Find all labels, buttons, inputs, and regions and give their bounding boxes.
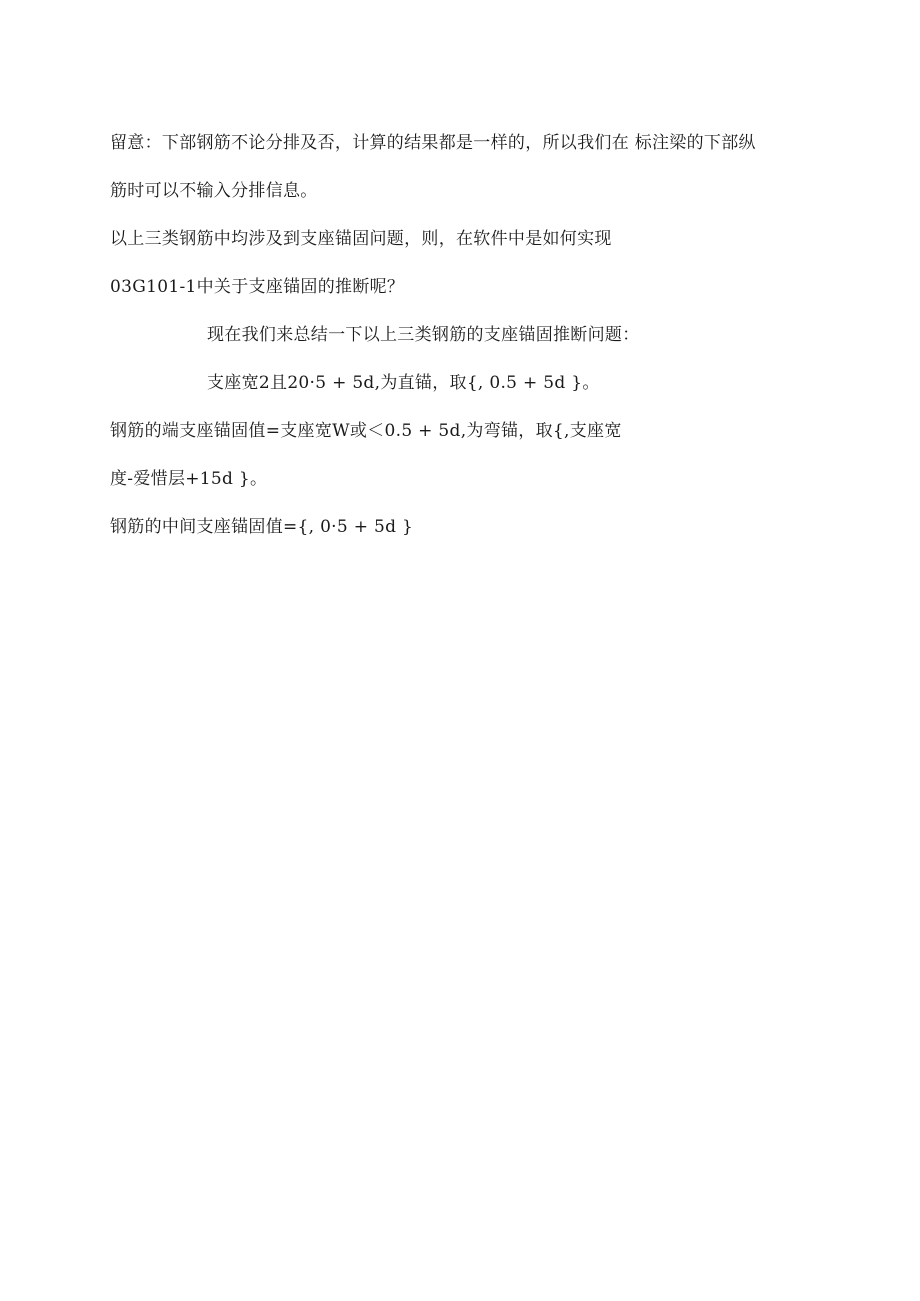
paragraph-line: 留意：下部钢筋不论分排及否，计算的结果都是一样的，所以我们在 标注梁的下部纵 (110, 133, 756, 153)
paragraph-line: 现在我们来总结一下以上三类钢筋的支座锚固推断问题： (207, 325, 640, 345)
paragraph-line: 筋时可以不输入分排信息。 (110, 181, 318, 201)
paragraph-line: 03G101-1中关于支座锚固的推断呢？ (110, 277, 405, 297)
paragraph-line: 度-爱惜层+15d }。 (110, 469, 268, 489)
paragraph-line: 支座宽2且20·5 + 5d,为直锚，取{, 0.5 + 5d }。 (207, 373, 600, 393)
paragraph-line: 钢筋的端支座锚固值=支座宽W或＜0.5 + 5d,为弯锚，取{,支座宽 (110, 421, 622, 441)
paragraph-line: 钢筋的中间支座锚固值={, 0·5 + 5d } (110, 517, 414, 537)
paragraph-line: 以上三类钢筋中均涉及到支座锚固问题，则，在软件中是如何实现 (110, 229, 612, 249)
